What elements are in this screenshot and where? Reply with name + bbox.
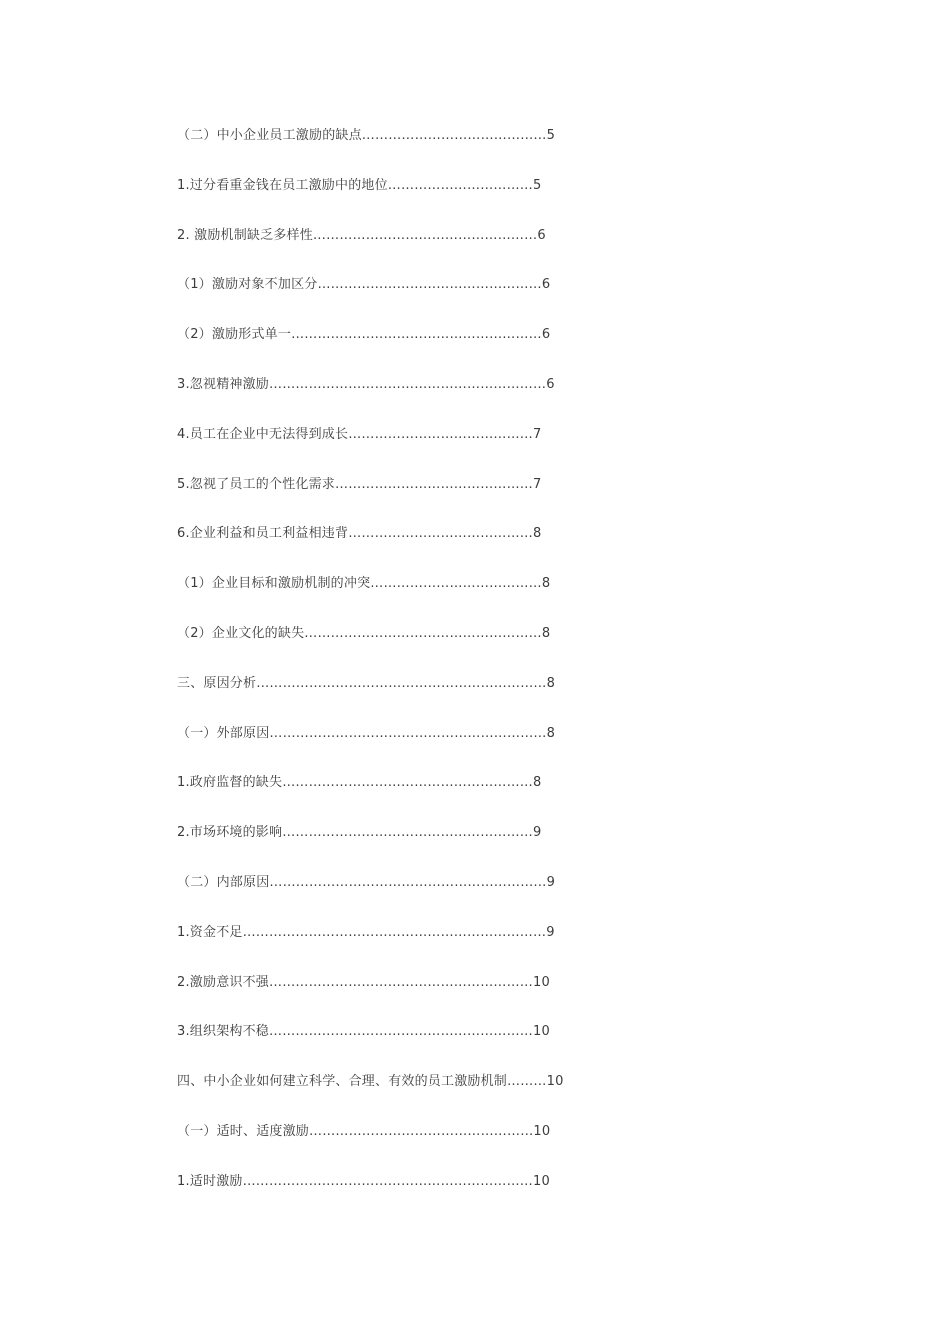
toc-entry: 2.市场环境的影响…………………………………………………9: [177, 825, 542, 841]
toc-entry: 三、原因分析…………………………………………………………8: [177, 675, 556, 691]
toc-entry: （二）内部原因………………………………………………………9: [177, 874, 556, 890]
table-of-contents: [177, 124, 617, 1220]
toc-entry: 2. 激励机制缺乏多样性……………………………………………6: [177, 227, 546, 243]
toc-entry: 4.员工在企业中无法得到成长……………………………………7: [177, 426, 542, 442]
toc-entry: （1）激励对象不加区分……………………………………………6: [177, 277, 551, 293]
toc-entry: （2）激励形式单一…………………………………………………6: [177, 327, 551, 343]
toc-entry: 6.企业利益和员工利益相违背……………………………………8: [177, 526, 542, 542]
toc-entry: 1.适时激励…………………………………………………………10: [177, 1173, 550, 1189]
toc-entry: 5.忽视了员工的个性化需求………………………………………7: [177, 476, 542, 492]
toc-entry: （1）企业目标和激励机制的冲突…………………………………8: [177, 576, 551, 592]
toc-entry: （一）外部原因………………………………………………………8: [177, 725, 556, 741]
toc-entry: 1.资金不足……………………………………………………………9: [177, 924, 555, 940]
toc-entry: 3.忽视精神激励………………………………………………………6: [177, 376, 555, 392]
toc-entry: 1.过分看重金钱在员工激励中的地位……………………………5: [177, 177, 542, 193]
toc-entry: 1.政府监督的缺失…………………………………………………8: [177, 775, 542, 791]
toc-entry: 2.激励意识不强……………………………………………………10: [177, 974, 550, 990]
toc-entry: （一）适时、适度激励……………………………………………10: [177, 1123, 551, 1139]
toc-entry: 3.组织架构不稳……………………………………………………10: [177, 1024, 550, 1040]
toc-entry: （二）中小企业员工激励的缺点……………………………………5: [177, 128, 556, 143]
toc-entry: （2）企业文化的缺失………………………………………………8: [177, 625, 551, 641]
toc-entry: 四、中小企业如何建立科学、合理、有效的员工激励机制………10: [177, 1074, 564, 1090]
